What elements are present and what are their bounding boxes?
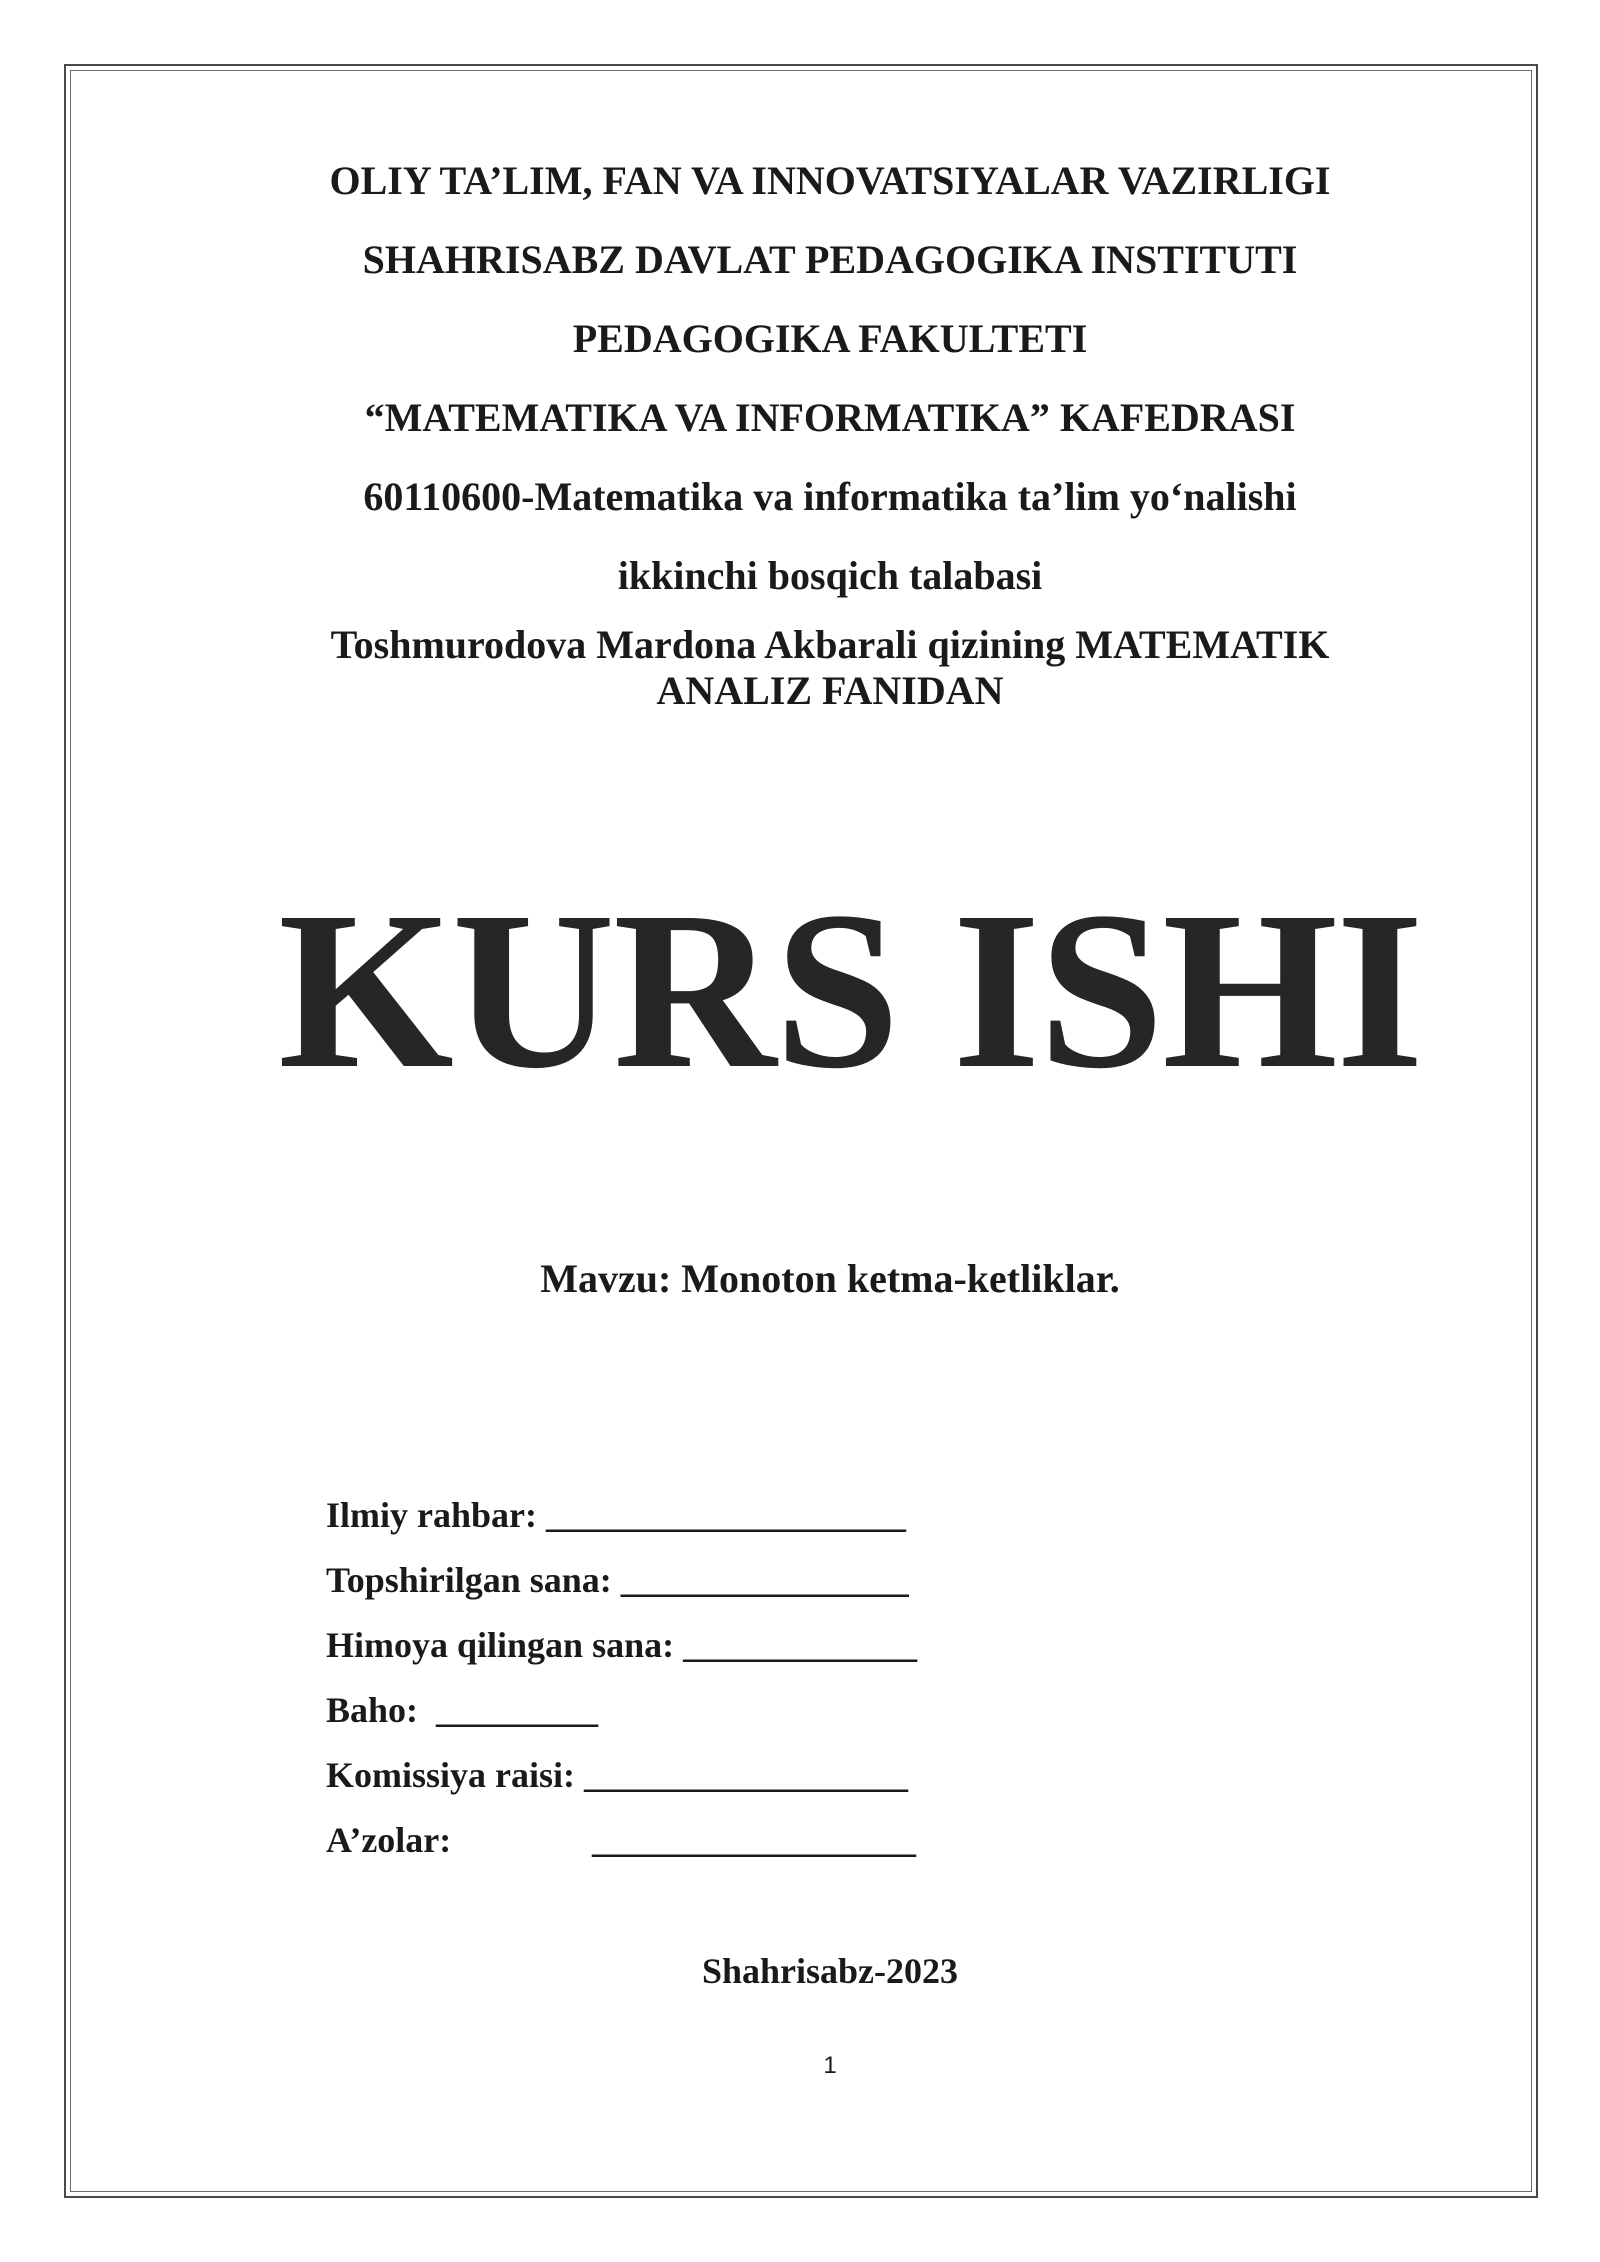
defended-blank: _____________ xyxy=(683,1625,918,1665)
ministry-heading: OLIY TA’LIM, FAN VA INNOVATSIYALAR VAZIRLIGI xyxy=(329,158,1331,203)
chair-blank: __________________ xyxy=(584,1755,908,1795)
topic-line xyxy=(240,1256,1420,1302)
faculty-heading: PEDAGOGIKA FAKULTETI xyxy=(572,316,1088,361)
supervisor-blank: ____________________ xyxy=(546,1495,906,1535)
institute-heading: SHAHRISABZ DAVLAT PEDAGOGIKA INSTITUTI xyxy=(362,237,1298,282)
department-heading: “MATEMATIKA VA INFORMATIKA” KAFEDRASI xyxy=(364,395,1296,440)
form-row-defended xyxy=(326,1624,917,1666)
form-row-supervisor xyxy=(326,1494,906,1536)
members-label: A’zolar: xyxy=(326,1820,452,1860)
page-number: 1 xyxy=(823,2052,837,2079)
grade-blank: _________ xyxy=(436,1690,599,1730)
student-line-1: Toshmurodova Mardona Akbarali qizining MATEMATIK xyxy=(330,622,1330,667)
city-year: Shahrisabz-2023 xyxy=(701,1951,959,1991)
form-row-chair xyxy=(326,1754,908,1796)
form-row-members xyxy=(326,1819,916,1861)
form-row-submitted xyxy=(326,1559,909,1601)
topic-label: Mavzu: xyxy=(540,1256,672,1301)
members-blank: __________________ xyxy=(592,1820,916,1860)
grade-label: Baho: xyxy=(326,1690,419,1730)
defended-label: Himoya qilingan sana: xyxy=(326,1625,675,1665)
page-border-inner xyxy=(70,70,1532,2192)
supervisor-label: Ilmiy rahbar: xyxy=(326,1495,537,1535)
submitted-label: Topshirilgan sana: xyxy=(326,1560,612,1600)
form-row-grade xyxy=(326,1689,598,1731)
submitted-blank: ________________ xyxy=(620,1560,909,1600)
document-title: KURS ISHI xyxy=(278,865,1422,1115)
student-line-2: ANALIZ FANIDAN xyxy=(656,668,1004,713)
chair-label: Komissiya raisi: xyxy=(326,1755,575,1795)
student-block xyxy=(240,622,1420,714)
topic-value: Monoton ketma-ketliklar. xyxy=(681,1256,1120,1301)
program-line: 60110600-Matematika va informatika ta’lim yo‘nalishi xyxy=(363,474,1297,519)
year-line: ikkinchi bosqich talabasi xyxy=(617,553,1043,598)
